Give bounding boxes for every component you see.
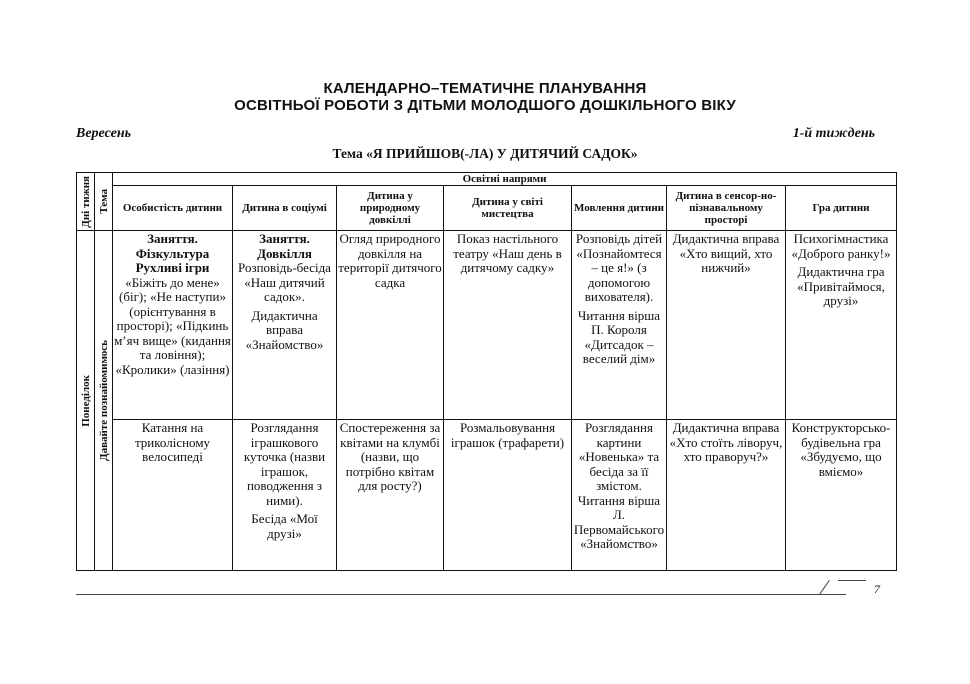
cell-text: Читання вірша П. Короля «Дитсадок – веселий дім» [577, 307, 661, 366]
header-topic: Тема [95, 173, 113, 231]
cell-text: Розглядання іграшкового куточка (назви іграшок, поводження з ними). [243, 420, 326, 508]
cell-text: Дидактична гра «Привітаймося, друзі» [797, 264, 885, 308]
day-cell: Понеділок [77, 231, 95, 571]
cell-text: Читання вірша Л. Первомайського «Знайомство» [573, 492, 665, 551]
cell-text: Показ настільного театру «Наш день в дитячому садку» [453, 231, 562, 275]
cell-heading: Рухливі ігри [135, 260, 210, 275]
header-col-3: Дитина у природному довкіллі [337, 186, 444, 231]
cell-text: Психогімнастика «Доброго ранку!» [791, 231, 891, 261]
cell-heading: Довкілля [257, 245, 312, 261]
cell-text: «Біжіть до мене» (біг); «Не наступи» (орієнтування в просторі); «Підкинь м’яч вище» (кидання та ловіння); «Кролики» (лазіння) [114, 274, 231, 377]
cell-text: Розповідь-бесіда «Наш дитячий садок». [238, 260, 331, 304]
cell-text: Дидактична вправа «Хто стоїть ліворуч, хто праворуч?» [669, 420, 783, 464]
table-cell [786, 420, 897, 571]
table-cell [667, 231, 786, 420]
week-label: 1-й тиждень [792, 126, 875, 141]
cell-text: Розглядання картини «Новенька» та бесіда за її змістом. [578, 420, 660, 493]
page-title-line1: КАЛЕНДАРНО–ТЕМАТИЧНЕ ПЛАНУВАННЯ [323, 80, 647, 97]
table-cell [337, 420, 444, 571]
header-days: Дні тижня [77, 173, 95, 231]
footer-rule-tab [838, 580, 866, 595]
header-col-5: Мовлення дитини [572, 186, 667, 231]
cell-heading: Фізкультура [135, 245, 210, 261]
cell-text: Дидактична вправа «Хто вищий, хто нижчий» [672, 231, 780, 275]
table-cell [444, 231, 572, 420]
cell-text: Бесіда «Мої друзі» [251, 511, 318, 541]
table-cell [572, 420, 667, 571]
header-group: Освітні напрями [113, 173, 897, 186]
cell-text: Розмальовування іграшок (трафарети) [450, 420, 565, 450]
table-cell [786, 231, 897, 420]
cell-heading: Заняття. [147, 231, 198, 246]
table-cell [444, 420, 572, 571]
table-cell [667, 420, 786, 571]
cell-text: Катання на триколісному велосипеді [134, 420, 211, 464]
page-number: 7 [874, 582, 880, 596]
theme-heading: Тема «Я ПРИЙШОВ(-ЛА) У ДИТЯЧИЙ САДОК» [332, 146, 638, 161]
header-col-4: Дитина у світі мистецтва [444, 186, 572, 231]
planning-table [76, 172, 897, 571]
cell-heading: Заняття. [259, 231, 310, 246]
cell-text: Спостереження за квітами на клумбі (назви, що потрібно квітам для росту?) [339, 420, 441, 493]
cell-text: Огляд природного довкілля на території дитячого садка [338, 231, 442, 290]
table-cell [233, 231, 337, 420]
topic-cell: Давайте познайомимось [95, 231, 113, 571]
table-cell [572, 231, 667, 420]
cell-text: Конструкторсько-будівельна гра «Збудуємо, що вміємо» [791, 420, 891, 479]
header-col-2: Дитина в соціумі [233, 186, 337, 231]
table-cell [113, 420, 233, 571]
table-cell [337, 231, 444, 420]
table-cell [113, 231, 233, 420]
header-col-7: Гра дитини [786, 186, 897, 231]
header-col-6: Дитина в сенсор-но-пізнавальному просторі [667, 186, 786, 231]
page-title-line2: ОСВІТНЬОЇ РОБОТИ З ДІТЬМИ МОЛОДШОГО ДОШКІЛЬНОГО ВІКУ [234, 97, 736, 114]
cell-text: Дидактична вправа «Знайомство» [245, 307, 324, 352]
cell-text: Розповідь дітей «Познайомтеся – це я!» (з допомогою вихователя). [575, 231, 663, 304]
month-label: Вересень [76, 126, 131, 141]
header-col-1: Особистість дитини [113, 186, 233, 231]
table-cell [233, 420, 337, 571]
footer-rule [76, 594, 846, 595]
